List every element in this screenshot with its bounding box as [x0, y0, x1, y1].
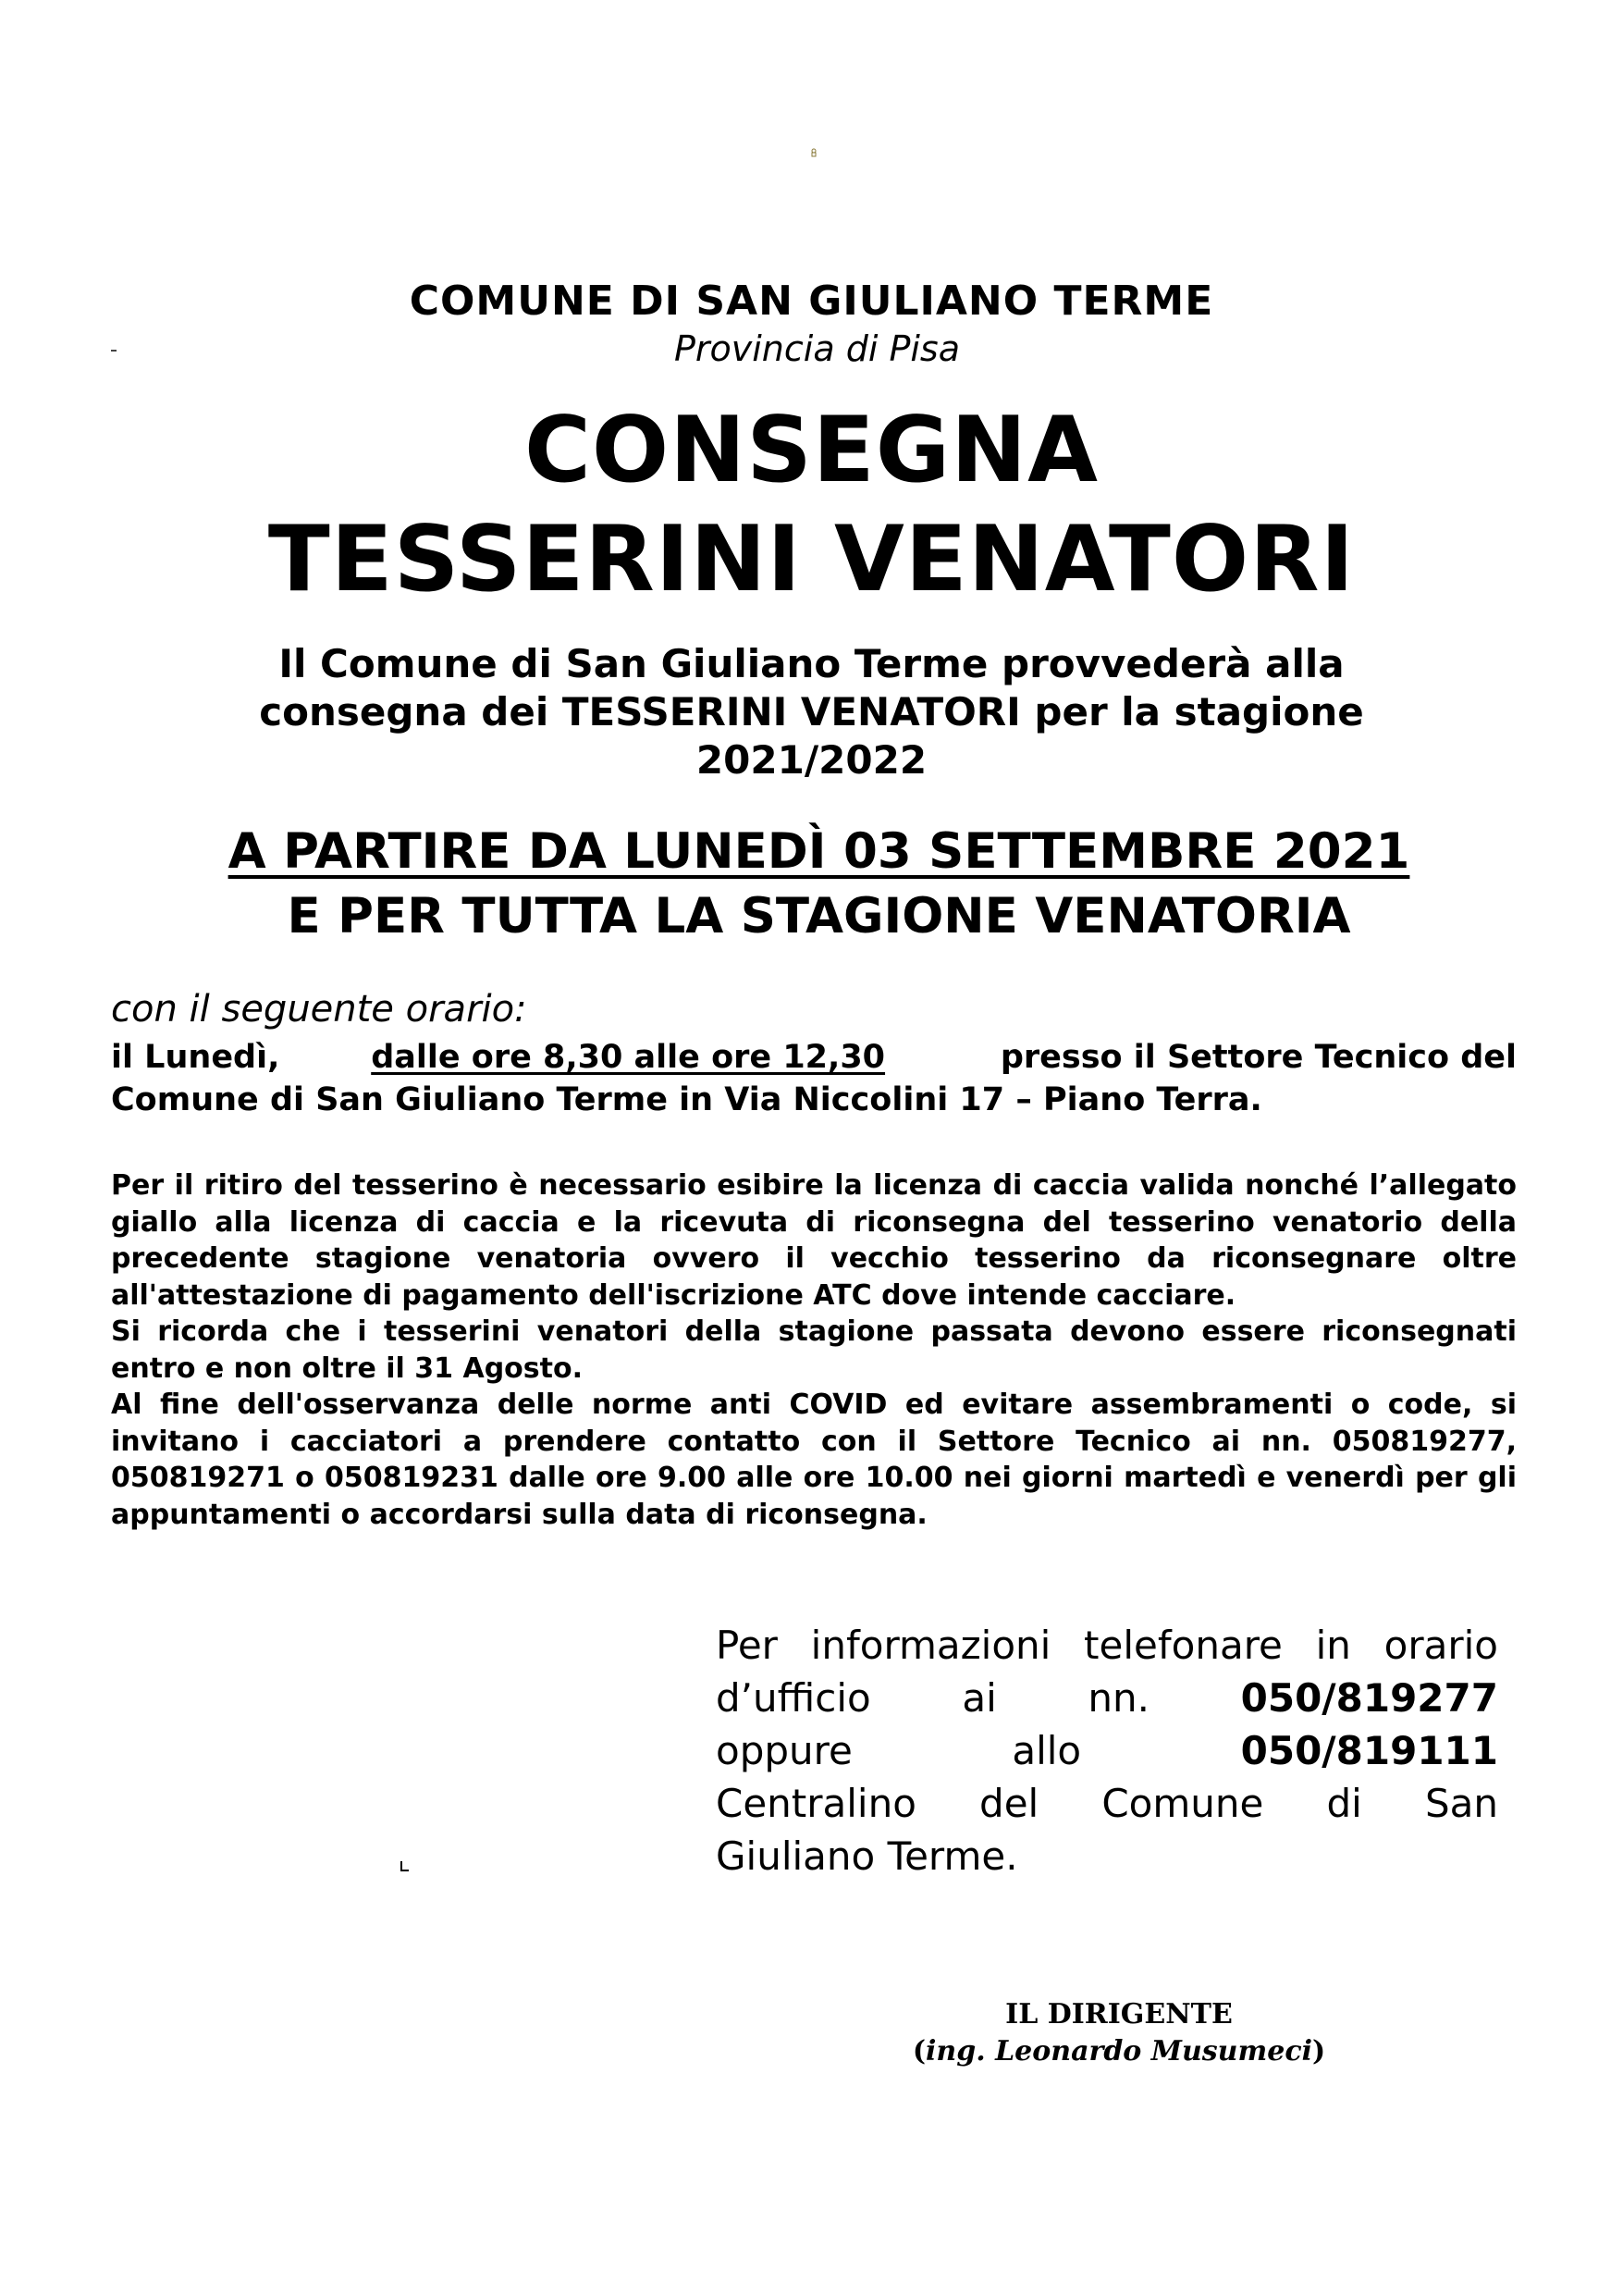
municipality-name: COMUNE DI SAN GIULIANO TERME [409, 278, 1214, 325]
crest-icon [810, 148, 818, 157]
info-line-2: d’ufficio ai nn. 050/819277 [716, 1672, 1498, 1724]
province-name: Provincia di Pisa [673, 328, 961, 369]
intro-line-3: 2021/2022 [695, 737, 928, 783]
info-line-1: Per informazioni telefonare in orario [716, 1623, 1498, 1668]
schedule-label: con il seguente orario: [111, 988, 527, 1031]
schedule-location-part1: presso il Settore Tecnico del [1000, 1039, 1517, 1076]
signature-role: IL DIRIGENTE [1005, 1998, 1233, 2031]
intro-line-2: consegna dei TESSERINI VENATORI per la stagione [259, 689, 1364, 734]
signature-name: ing. Leonardo Musumeci [926, 2035, 1312, 2068]
title-line-2: TESSERINI VENATORI [267, 507, 1356, 612]
info-line-4: Centralino del Comune di San [716, 1781, 1498, 1826]
phone-number-2: 050/819111 [1240, 1728, 1498, 1773]
contact-info [716, 1619, 1498, 1882]
schedule-day: il Lunedì, [111, 1039, 280, 1076]
instructions-paragraph-1: Per il ritiro del tesserino è necessario esibire la licenza di caccia valida nonché l’allegato giallo alla licenza di caccia e la ricevuta di riconsegna del tesserino venatorio della precedente stagione venatoria ovvero il vecchio tesserino da riconsegnare oltre all'attestazione di pagamento dell'iscrizione ATC dove intende cacciare. [111, 1169, 1517, 1312]
scan-mark-icon [398, 1859, 411, 1874]
schedule-details [111, 1036, 1517, 1121]
schedule-hours: dalle ore 8,30 alle ore 12,30 [371, 1039, 886, 1076]
intro-text [0, 640, 1623, 784]
instructions-paragraph-3: Al fine dell'osservanza delle norme anti COVID ed evitare assembramenti o code, si invitano i cacciatori a prendere contatto con il Settore Tecnico ai nn. 050819277, 050819271 o 050819231 dalle ore 9.00 alle ore 10.00 nei giorni martedì e venerdì per gli appuntamenti o accordarsi sulla data di riconsegna. [111, 1389, 1517, 1531]
info-line-3: oppure allo 050/819111 [716, 1724, 1498, 1777]
schedule-location-part2: Comune di San Giuliano Terme in Via Niccolini 17 – Piano Terra. [111, 1081, 1262, 1118]
signature-block [888, 1996, 1350, 2070]
season-duration: E PER TUTTA LA STAGIONE VENATORIA [287, 888, 1351, 944]
intro-line-1: Il Comune di San Giuliano Terme provvederà alla [278, 641, 1345, 686]
signature-name-line: (ing. Leonardo Musumeci) [912, 2035, 1326, 2068]
info-line-5: Giuliano Terme. [716, 1833, 1018, 1879]
instructions-paragraph-2: Si ricorda che i tesserini venatori della stagione passata devono essere riconsegnati entro e non oltre il 31 Agosto. [111, 1315, 1517, 1385]
start-date: A PARTIRE DA LUNEDÌ 03 SETTEMBRE 2021 [227, 823, 1410, 880]
instructions [111, 1167, 1517, 1533]
title-line-1: CONSEGNA [523, 398, 1100, 503]
phone-number-1: 050/819277 [1240, 1675, 1498, 1721]
